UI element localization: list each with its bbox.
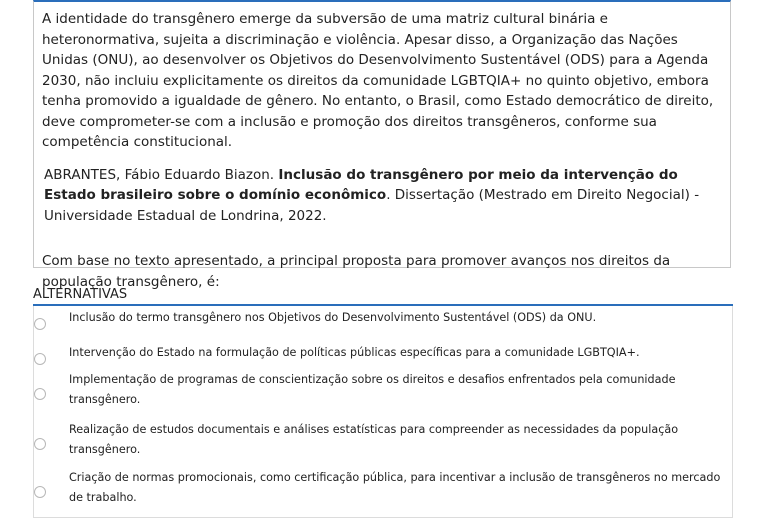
option-d-text[interactable]: Realização de estudos documentais e análises estatísticas para compreender as necessidades da população transgênero. (69, 423, 679, 456)
option-c-radio[interactable] (34, 388, 46, 400)
option-a-text[interactable]: Inclusão do termo transgênero nos Objetivos do Desenvolvimento Sustentável (ODS) da ONU. (69, 311, 597, 324)
option-e[interactable] (34, 466, 732, 516)
option-b-text[interactable]: Intervenção do Estado na formulação de políticas públicas específicas para a comunidade LGBTQIA+. (69, 346, 640, 359)
question-card (33, 0, 731, 290)
citation-author: ABRANTES, Fábio Eduardo Biazon. (44, 166, 275, 183)
citation-title: Inclusão do transgênero por meio da intervenção do Estado brasileiro sobre o domínio econômico (44, 166, 678, 203)
option-d[interactable] (34, 418, 732, 468)
option-e-text[interactable]: Criação de normas promocionais, como certificação pública, para incentivar a inclusão de transgêneros no mercado de trabalho. (69, 471, 721, 504)
option-b[interactable] (34, 340, 732, 368)
option-e-radio[interactable] (34, 486, 46, 498)
option-c[interactable] (34, 368, 732, 420)
citation-rest: . Dissertação (Mestrado em Direito Negocial) - Universidade Estadual de Londrina, 2022. (44, 187, 700, 224)
option-a-radio[interactable] (34, 318, 46, 330)
option-c-text[interactable]: Implementação de programas de conscientização sobre os direitos e desafios enfrentados pela comunidade transgênero. (69, 373, 676, 406)
question-prompt: Com base no texto apresentado, a principal proposta para promover avanços nos direitos da população transgênero, é: (42, 253, 671, 290)
option-d-radio[interactable] (34, 438, 46, 450)
alternatives-header: ALTERNATIVAS (33, 287, 733, 306)
alternatives-list (33, 306, 733, 518)
option-b-radio[interactable] (34, 353, 46, 365)
option-a[interactable] (34, 306, 732, 340)
question-paragraph: A identidade do transgênero emerge da subversão de uma matriz cultural binária e heteronormativa, sujeita a discriminação e violência. Apesar disso, a Organização das Nações Unidas (ONU), ao desenvolver os Objetivos do Desenvolvimento Sustentável (ODS) para a Agenda 2030, não incluiu explicitamente os direitos da comunidade LGBTQIA+ no quinto objetivo, embora tenha promovido a igualdade de gênero. No entanto, o Brasil, como Estado democrático de direito, deve comprometer-se com a inclusão e promoção dos direitos transgêneros, conforme sua competência constitucional. (42, 11, 714, 150)
question-citation (42, 165, 722, 227)
